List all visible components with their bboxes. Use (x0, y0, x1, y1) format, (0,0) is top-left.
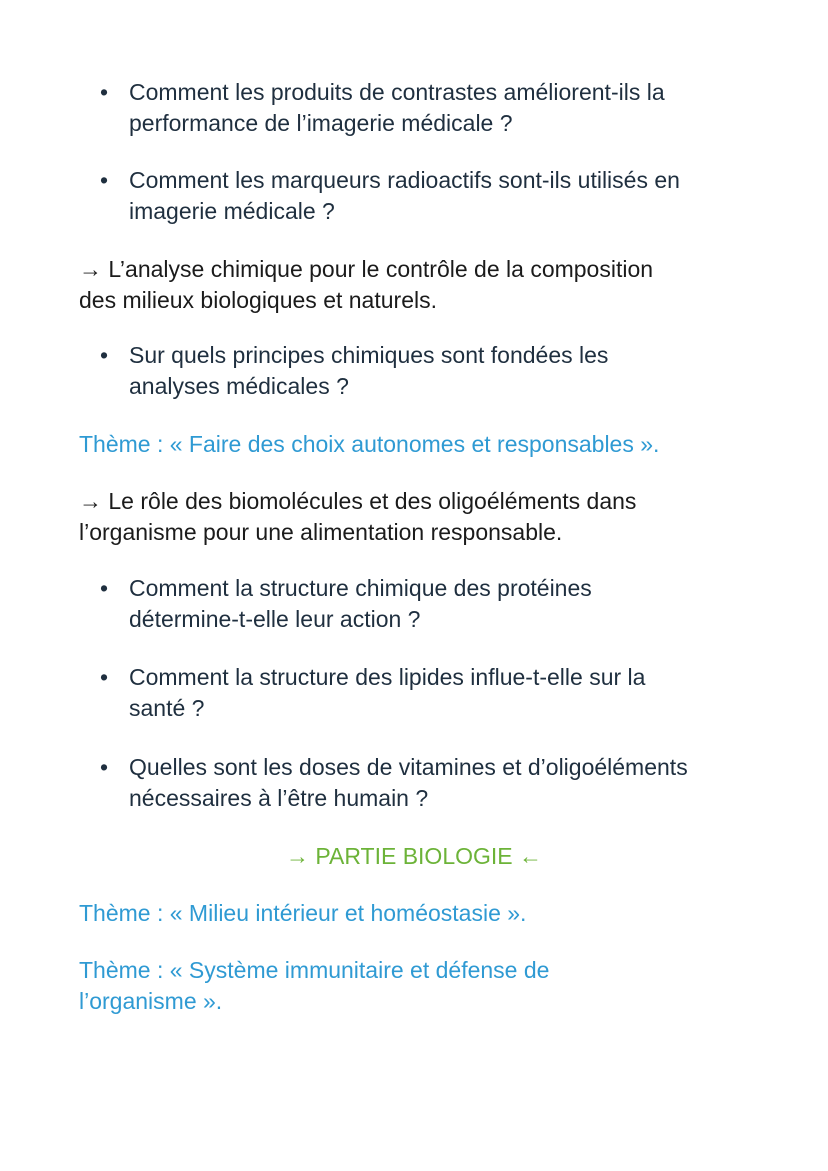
text-line: santé ? (129, 695, 205, 721)
text-line: Thème : « Faire des choix autonomes et responsables ». (79, 431, 660, 457)
bullet-marker: • (100, 664, 109, 690)
text-line: analyses médicales ? (129, 373, 349, 399)
question-proteins (100, 573, 740, 635)
text-line: Quelles sont les doses de vitamines et d’oligoéléments (129, 754, 688, 780)
bullet-marker: • (100, 167, 109, 193)
text-line: → L’analyse chimique pour le contrôle de la composition (79, 256, 654, 282)
text-line: Comment les marqueurs radioactifs sont-ils utilisés en (129, 167, 680, 193)
text-line: Comment la structure chimique des protéines (129, 575, 592, 601)
text-line: l’organisme pour une alimentation responsable. (79, 519, 563, 545)
text-line: imagerie médicale ? (129, 198, 335, 224)
question-radioactive-markers (100, 165, 740, 227)
text-line: détermine-t-elle leur action ? (129, 606, 421, 632)
theme-heading-homeostasis (79, 898, 779, 929)
question-chemical-principles (100, 340, 740, 402)
text-line: Thème : « Milieu intérieur et homéostasie ». (79, 900, 527, 926)
paragraph-chemical-analysis (79, 254, 759, 316)
bullet-marker: • (100, 79, 109, 105)
theme-heading-immune-system (79, 955, 779, 1017)
text-line: → Le rôle des biomolécules et des oligoéléments dans (79, 488, 637, 514)
paragraph-biomolecules (79, 486, 759, 548)
text-line: Sur quels principes chimiques sont fondées les (129, 342, 609, 368)
question-vitamins (100, 752, 740, 814)
question-lipids (100, 662, 740, 724)
section-heading-biology (0, 841, 828, 872)
text-line: Comment les produits de contrastes améliorent-ils la (129, 79, 665, 105)
text-line: Thème : « Système immunitaire et défense de (79, 957, 550, 983)
bullet-marker: • (100, 342, 109, 368)
section-title: → PARTIE BIOLOGIE ← (285, 843, 543, 869)
text-line: Comment la structure des lipides influe-t-elle sur la (129, 664, 646, 690)
text-line: performance de l’imagerie médicale ? (129, 110, 513, 136)
bullet-marker: • (100, 754, 109, 780)
question-contrast-agents (100, 77, 740, 139)
text-line: nécessaires à l’être humain ? (129, 785, 429, 811)
theme-heading-choices (79, 429, 779, 460)
text-line: des milieux biologiques et naturels. (79, 287, 437, 313)
text-line: l’organisme ». (79, 988, 223, 1014)
bullet-marker: • (100, 575, 109, 601)
